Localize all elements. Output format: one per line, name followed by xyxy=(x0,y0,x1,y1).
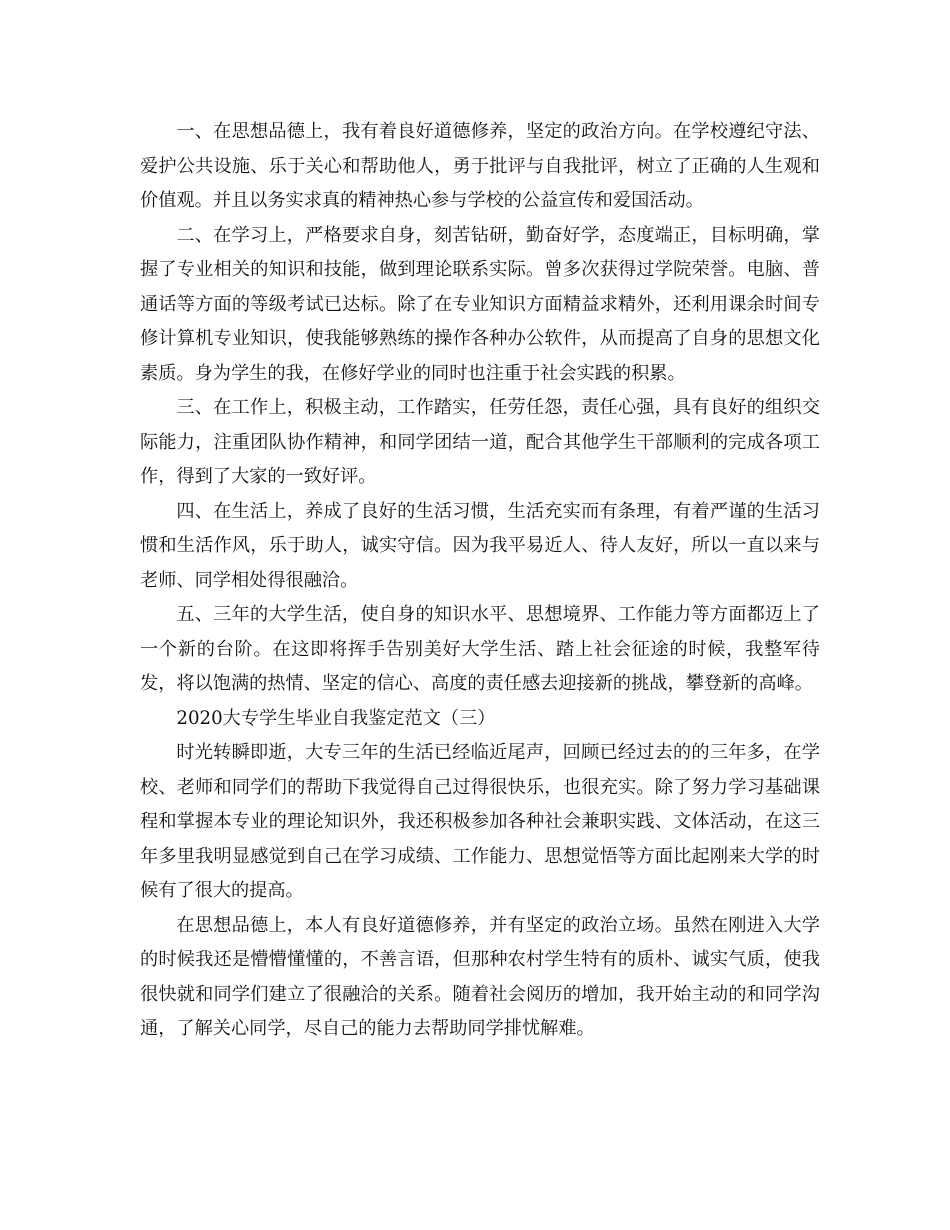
paragraph-life: 四、在生活上，养成了良好的生活习惯，生活充实而有条理，有着严谨的生活习惯和生活作风，乐于助人，诚实守信。因为我平易近人、待人友好，所以一直以来与老师、同学相处得很融洽。 xyxy=(140,500,820,591)
section-title: 2020大专学生毕业自我鉴定范文（三） xyxy=(176,707,496,729)
paragraph-summary: 五、三年的大学生活，使自身的知识水平、思想境界、工作能力等方面都迈上了一个新的台阶。在这即将挥手告别美好大学生活、踏上社会征途的时候，我整军待发，将以饱满的热情、坚定的信心、高度的责任感去迎接新的挑战，攀登新的高峰。 xyxy=(140,604,820,694)
paragraph-work: 三、在工作上，积极主动，工作踏实，任劳任怨，责任心强，具有良好的组织交际能力，注重团队协作精神，和同学团结一道，配合其他学生干部顺利的完成各项工作，得到了大家的一致好评。 xyxy=(140,397,820,487)
paragraph-study: 二、在学习上，严格要求自身，刻苦钻研，勤奋好学，态度端正，目标明确，掌握了专业相关的知识和技能，做到理论联系实际。曾多次获得过学院荣誉。电脑、普通话等方面的等级考试已达标。除了在专业知识方面精益求精外，还利用课余时间专修计算机专业知识，使我能够熟练的操作各种办公软件，从而提高了自身的思想文化素质。身为学生的我，在修好学业的同时也注重于社会实践的积累。 xyxy=(140,224,820,384)
paragraph-section-moral: 在思想品德上，本人有良好道德修养，并有坚定的政治立场。虽然在刚进入大学的时候我还是懵懵懂懂的，不善言语，但那种农村学生特有的质朴、诚实气质，使我很快就和同学们建立了很融洽的关系。随着社会阅历的增加，我开始主动的和同学沟通，了解关心同学，尽自己的能力去帮助同学排忧解难。 xyxy=(140,914,820,1039)
paragraph-moral: 一、在思想品德上，我有着良好道德修养，坚定的政治方向。在学校遵纪守法、爱护公共设施、乐于关心和帮助他人，勇于批评与自我批评，树立了正确的人生观和价值观。并且以务实求真的精神热心参与学校的公益宣传和爱国活动。 xyxy=(140,121,820,211)
paragraph-section-intro: 时光转瞬即逝，大专三年的生活已经临近尾声，回顾已经过去的的三年多，在学校、老师和同学们的帮助下我觉得自己过得很快乐，也很充实。除了努力学习基础课程和掌握本专业的理论知识外，我还积极参加各种社会兼职实践、文体活动，在这三年多里我明显感觉到自己在学习成绩、工作能力、思想觉悟等方面比起刚来大学的时候有了很大的提高。 xyxy=(140,742,820,901)
